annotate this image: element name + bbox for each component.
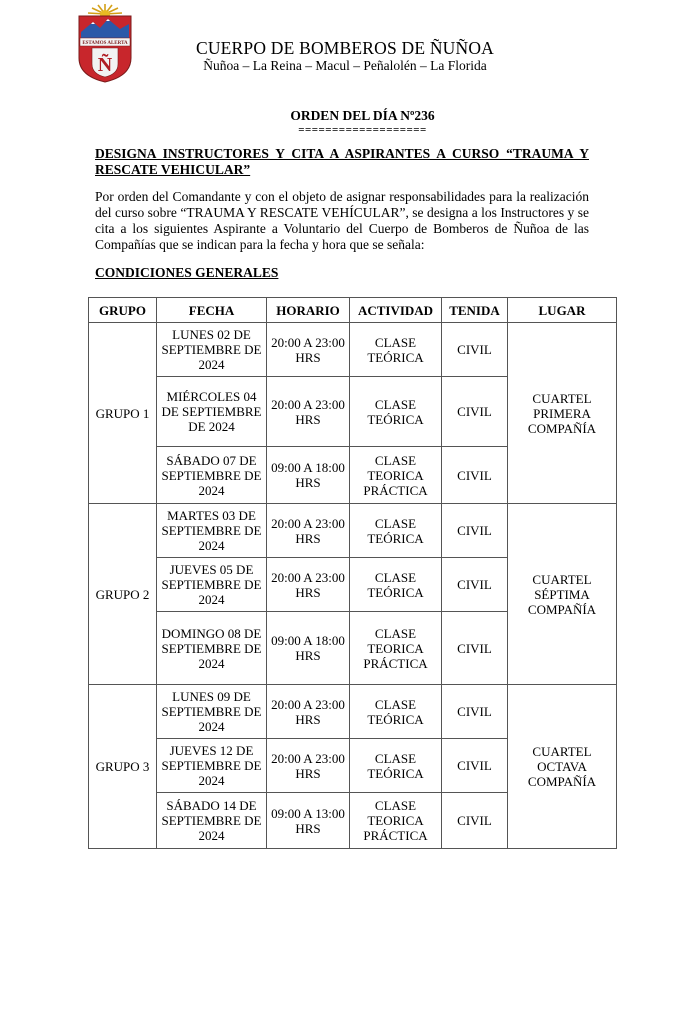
order-title-underline: =================== <box>298 124 427 136</box>
dress-cell: CIVIL <box>442 793 508 849</box>
dress-cell: CIVIL <box>442 612 508 685</box>
column-header: GRUPO <box>89 298 157 323</box>
time-cell: 09:00 A 18:00 HRS <box>267 447 350 504</box>
organization-communes: Ñuñoa – La Reina – Macul – Peñalolén – La Florida <box>203 58 487 73</box>
fire-department-crest-logo <box>74 2 136 84</box>
column-header: LUGAR <box>508 298 617 323</box>
schedule-table <box>88 297 617 849</box>
conditions-heading: CONDICIONES GENERALES <box>95 265 279 280</box>
column-header: TENIDA <box>442 298 508 323</box>
place-cell: CUARTEL SÉPTIMA COMPAÑÍA <box>508 504 617 685</box>
table-header-row <box>89 298 617 323</box>
time-cell: 20:00 A 23:00 HRS <box>267 685 350 739</box>
place-cell: CUARTEL OCTAVA COMPAÑÍA <box>508 685 617 849</box>
date-cell: LUNES 09 DE SEPTIEMBRE DE 2024 <box>157 685 267 739</box>
table-row <box>89 504 617 558</box>
intro-paragraph: Por orden del Comandante y con el objeto de asignar responsabilidades para la realización del curso sobre “TRAUMA Y RESCATE VEHÍCULAR”, se designa a los Instructores y se cita a los siguientes Aspirante a Voluntario del Cuerpo de Bomberos de Ñuñoa de las Compañías que se indican para la fecha y hora que se señala: <box>95 189 589 252</box>
time-cell: 20:00 A 23:00 HRS <box>267 504 350 558</box>
dress-cell: CIVIL <box>442 504 508 558</box>
activity-cell: CLASE TEORICA PRÁCTICA <box>350 793 442 849</box>
activity-cell: CLASE TEÓRICA <box>350 558 442 612</box>
table-row <box>89 685 617 739</box>
date-cell: LUNES 02 DE SEPTIEMBRE DE 2024 <box>157 323 267 377</box>
date-cell: DOMINGO 08 DE SEPTIEMBRE DE 2024 <box>157 612 267 685</box>
time-cell: 09:00 A 18:00 HRS <box>267 612 350 685</box>
date-cell: SÁBADO 07 DE SEPTIEMBRE DE 2024 <box>157 447 267 504</box>
column-header: FECHA <box>157 298 267 323</box>
column-header: ACTIVIDAD <box>350 298 442 323</box>
logo-banner-text: ESTAMOS ALERTA <box>82 41 128 47</box>
place-cell: CUARTEL PRIMERA COMPAÑÍA <box>508 323 617 504</box>
group-cell: GRUPO 2 <box>89 504 157 685</box>
dress-cell: CIVIL <box>442 377 508 447</box>
activity-cell: CLASE TEORICA PRÁCTICA <box>350 447 442 504</box>
column-header: HORARIO <box>267 298 350 323</box>
date-cell: MIÉRCOLES 04 DE SEPTIEMBRE DE 2024 <box>157 377 267 447</box>
time-cell: 09:00 A 13:00 HRS <box>267 793 350 849</box>
activity-cell: CLASE TEÓRICA <box>350 323 442 377</box>
time-cell: 20:00 A 23:00 HRS <box>267 377 350 447</box>
dress-cell: CIVIL <box>442 685 508 739</box>
activity-cell: CLASE TEÓRICA <box>350 504 442 558</box>
date-cell: JUEVES 12 DE SEPTIEMBRE DE 2024 <box>157 739 267 793</box>
dress-cell: CIVIL <box>442 447 508 504</box>
order-title: ORDEN DEL DÍA Nº236 <box>290 108 435 123</box>
activity-cell: CLASE TEÓRICA <box>350 739 442 793</box>
organization-title: CUERPO DE BOMBEROS DE ÑUÑOA <box>195 38 495 58</box>
group-cell: GRUPO 1 <box>89 323 157 504</box>
activity-cell: CLASE TEÓRICA <box>350 685 442 739</box>
logo-letter: Ñ <box>97 54 113 76</box>
dress-cell: CIVIL <box>442 558 508 612</box>
dress-cell: CIVIL <box>442 739 508 793</box>
group-cell: GRUPO 3 <box>89 685 157 849</box>
date-cell: MARTES 03 DE SEPTIEMBRE DE 2024 <box>157 504 267 558</box>
time-cell: 20:00 A 23:00 HRS <box>267 323 350 377</box>
date-cell: JUEVES 05 DE SEPTIEMBRE DE 2024 <box>157 558 267 612</box>
dress-cell: CIVIL <box>442 323 508 377</box>
activity-cell: CLASE TEÓRICA <box>350 377 442 447</box>
time-cell: 20:00 A 23:00 HRS <box>267 739 350 793</box>
date-cell: SÁBADO 14 DE SEPTIEMBRE DE 2024 <box>157 793 267 849</box>
table-row <box>89 323 617 377</box>
activity-cell: CLASE TEORICA PRÁCTICA <box>350 612 442 685</box>
time-cell: 20:00 A 23:00 HRS <box>267 558 350 612</box>
order-subject: DESIGNA INSTRUCTORES Y CITA A ASPIRANTES A CURSO “TRAUMA Y RESCATE VEHICULAR” <box>95 146 589 177</box>
